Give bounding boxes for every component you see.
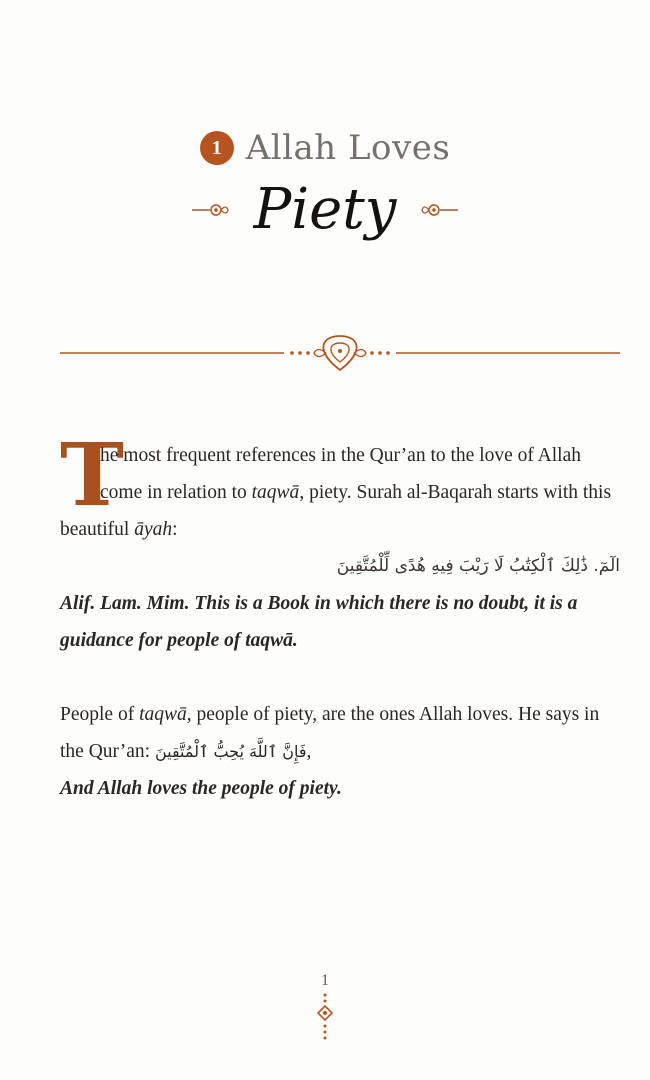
chapter-number-badge: 1 xyxy=(200,131,234,165)
footer-ornament-icon xyxy=(310,992,340,1042)
body-text xyxy=(60,425,620,807)
para1-lead: he most frequent references in the Qur’an to the love of Allah come in relation to xyxy=(100,445,582,503)
inline-verse-translation: And Allah loves the people of piety. xyxy=(60,778,342,799)
para1-mid: , piety. Surah al-Baqarah starts with this beautiful xyxy=(60,482,612,540)
arabic-inline-verse: فَإِنَّ ٱللَّهَ يُحِبُّ ٱلْمُتَّقِينَ xyxy=(154,742,307,761)
drop-cap: T xyxy=(60,425,124,526)
arabic-verse: الٓمٓ. ذَٰلِكَ ٱلْكِتَٰبُ لَا رَيْبَ فِيهِ هُدًى لِّلْمُتَّقِينَ xyxy=(336,556,620,576)
term-taqwa: taqwā xyxy=(251,482,300,503)
page-number: 1 xyxy=(321,972,329,989)
para1-end: : xyxy=(172,519,178,540)
para2-mid: , people of piety, are the ones Allah loves. He says in the Qur’an: xyxy=(60,704,600,762)
para2-lead: People of xyxy=(60,704,140,725)
term-ayah: āyah xyxy=(134,519,173,540)
paragraph-1 xyxy=(60,425,620,659)
ornamental-divider-icon xyxy=(60,328,620,378)
term-taqwa-2: taqwā xyxy=(139,704,187,725)
verse-translation: Alif. Lam. Mim. This is a Book in which there is no doubt, it is a guidance for people of taqwā. xyxy=(60,593,578,651)
chapter-heading xyxy=(0,128,650,168)
paragraph-2 xyxy=(60,696,620,807)
right-flourish-icon xyxy=(420,201,460,219)
main-title-row xyxy=(0,177,650,242)
left-flourish-icon xyxy=(190,201,230,219)
para2-end: , xyxy=(306,741,312,762)
main-title: Piety xyxy=(253,177,397,242)
chapter-title: Allah Loves xyxy=(245,128,451,168)
